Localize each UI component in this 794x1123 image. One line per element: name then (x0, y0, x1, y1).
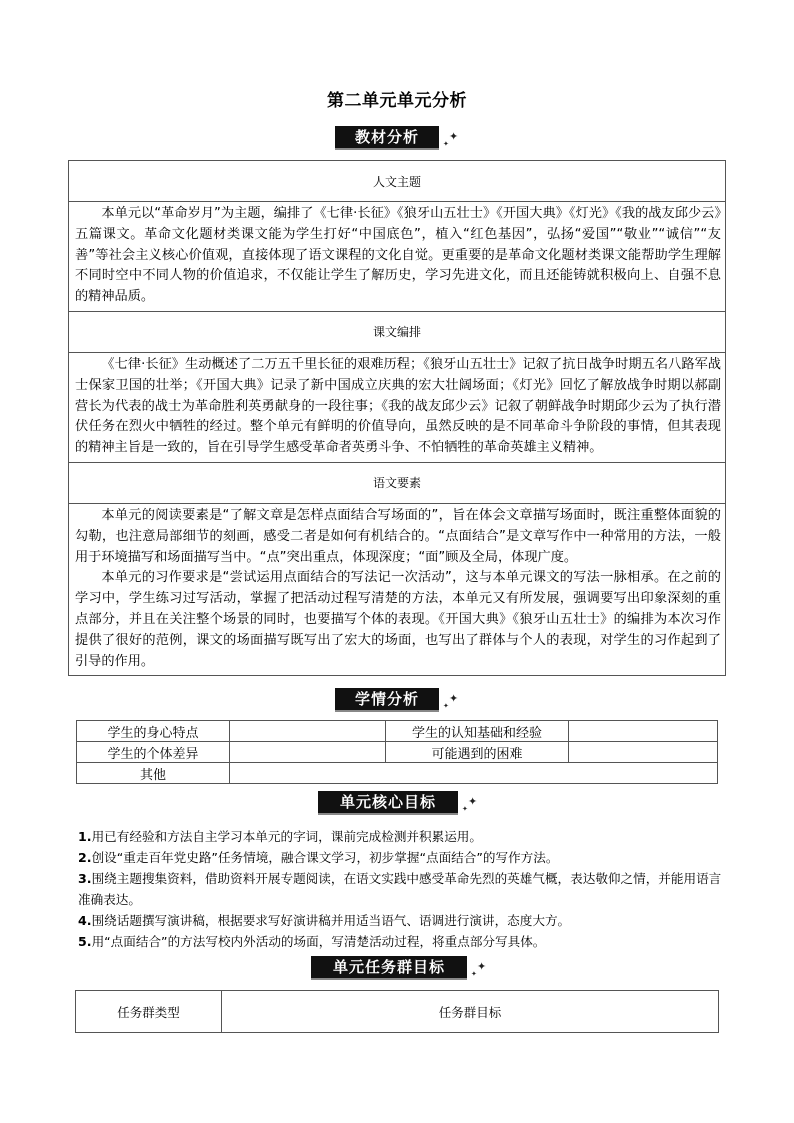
elements-text-writing: 本单元的习作要求是“尝试运用点面结合的写法记一次活动”，这与本单元课文的写法一脉相承。在之前的学习中，学生练习过写活动，掌握了把活动过程写清楚的方法，本单元又有所发展，强调要写出印象深刻的重点部分，并且在关注整个场景的同时，也要描写个体的表现。《开国大典》《狼牙山五壮士》的编排为本次习作提供了很好的范例，课文的场面描写既写出了宏大的场面，也写出了群体与个人的表现，对学生的习作起到了引导的作用。 (75, 570, 721, 669)
sparkle-icon: ✦ (449, 130, 459, 143)
section-banner-textbook (335, 126, 465, 150)
arrangement-cell (69, 352, 726, 462)
other-value (230, 763, 718, 784)
cognitive-basis-value (569, 721, 718, 742)
sparkle-icon: ✦ (449, 692, 459, 705)
individual-diff-label: 学生的个体差异 (77, 742, 230, 763)
theme-header: 人文主题 (69, 161, 726, 202)
goal-item: 2.创设“重走百年党史路”任务情境，融合课文学习，初步掌握“点面结合”的写作方法。 (78, 850, 559, 865)
sparkle-icon: ✦ (443, 702, 449, 710)
cognitive-basis-label: 学生的认知基础和经验 (386, 721, 569, 742)
student-analysis-table (76, 720, 718, 784)
task-type-header: 任务群类型 (76, 991, 222, 1033)
arrangement-header: 课文编排 (69, 311, 726, 352)
theme-text: 本单元以“革命岁月”为主题，编排了《七律·长征》《狼牙山五壮士》《开国大典》《灯光》《我的战友邱少云》五篇课文。革命文化题材类课文能为学生打好“中国底色”，植入“红色基因”，弘扬“爱国”“敬业”“诚信”“友善”等社会主义核心价值观，直接体现了语文课程的文化自觉。更重要的是革命文化题材类课文能帮助学生理解不同时空中不同人物的价值追求，不仅能让学生了解历史，学习先进文化，而且还能铸就积极向上、自强不息的精神品质。 (75, 206, 721, 305)
section-banner-task-goals (311, 956, 496, 980)
banner-label: 教材分析 (335, 126, 439, 150)
textbook-analysis-table (68, 160, 726, 676)
goal-item: 4.围绕话题撰写演讲稿，根据要求写好演讲稿并用适当语气、语调进行演讲，态度大方。 (78, 913, 571, 928)
elements-cell (69, 503, 726, 675)
physical-mental-label: 学生的身心特点 (77, 721, 230, 742)
sparkle-icon: ✦ (443, 140, 449, 148)
banner-label: 单元核心目标 (318, 791, 458, 815)
elements-header: 语文要素 (69, 462, 726, 503)
physical-mental-value (230, 721, 386, 742)
sparkle-icon: ✦ (468, 795, 478, 808)
goal-item: 5.用“点面结合”的方法写校内外活动的场面，写清楚活动过程，将重点部分写具体。 (78, 934, 546, 949)
goal-item: 3.围绕主题搜集资料，借助资料开展专题阅读，在语文实践中感受革命先烈的英雄气概，表达敬仰之情，并能用语言准确表达。 (78, 871, 722, 907)
sparkle-icon: ✦ (462, 805, 468, 813)
arrangement-text: 《七律·长征》生动概述了二万五千里长征的艰难历程；《狼牙山五壮士》记叙了抗日战争时期五名八路军战士保家卫国的壮举；《开国大典》记录了新中国成立庆典的宏大壮阔场面；《灯光》回忆了解放战争时期以郝副营长为代表的战士为革命胜利英勇献身的一段往事；《我的战友邱少云》记叙了朝鲜战争时期邱少云为了执行潜伏任务在烈火中牺牲的经过。整个单元有鲜明的价值导向，虽然反映的是不同革命斗争阶段的事情，但其表现的精神主旨是一致的，旨在引导学生感受革命者英勇斗争、不怕牺牲的革命英雄主义精神。 (75, 356, 721, 456)
core-goals-list (78, 826, 726, 952)
difficulties-label: 可能遇到的困难 (386, 742, 569, 763)
goal-item: 1.用已有经验和方法自主学习本单元的字词，课前完成检测并积累运用。 (78, 829, 482, 844)
page-title: 第二单元单元分析 (327, 91, 467, 111)
sparkle-icon: ✦ (471, 970, 477, 978)
section-banner-core-goals (318, 791, 488, 815)
task-goal-header: 任务群目标 (222, 991, 719, 1033)
section-banner-student (335, 688, 465, 712)
banner-label: 单元任务群目标 (311, 956, 467, 980)
difficulties-value (569, 742, 718, 763)
other-label: 其他 (77, 763, 230, 784)
task-group-table (75, 990, 719, 1033)
individual-diff-value (230, 742, 386, 763)
theme-cell (69, 202, 726, 312)
sparkle-icon: ✦ (477, 960, 487, 973)
banner-label: 学情分析 (335, 688, 439, 712)
elements-text-reading: 本单元的阅读要素是“了解文章是怎样点面结合写场面的”，旨在体会文章描写场面时，既注重整体面貌的勾勒，也注意局部细节的刻画，感受二者是如何有机结合的。“点面结合”是文章写作中一种常用的方法，一般用于环境描写和场面描写当中。“点”突出重点，体现深度；“面”顾及全局，体现广度。 (75, 507, 721, 565)
